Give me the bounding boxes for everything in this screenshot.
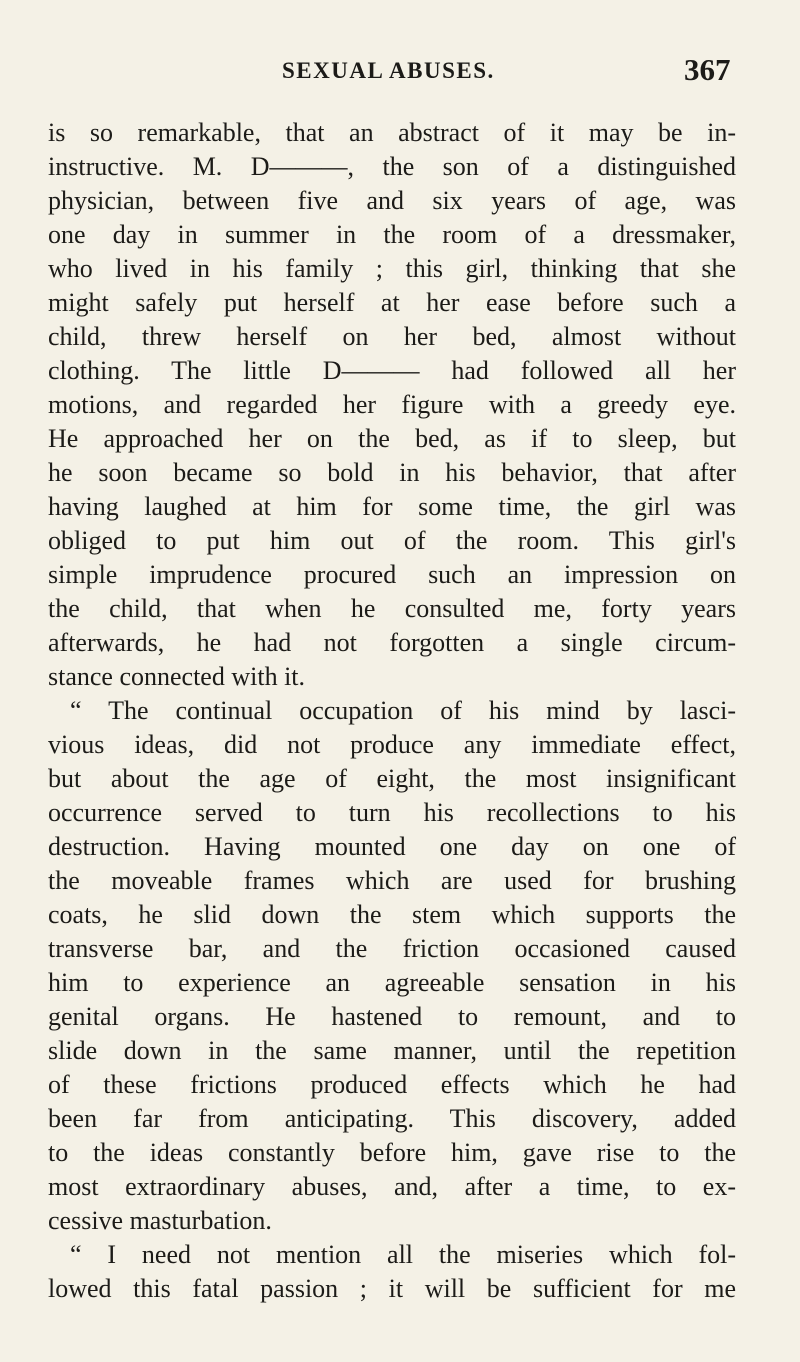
text-line: coats, he slid down the stem which supports the	[48, 900, 736, 929]
text-line: child, threw herself on her bed, almost without	[48, 322, 736, 351]
text-line: “ I need not mention all the miseries which fol-	[70, 1240, 736, 1269]
text-line: the child, that when he consulted me, forty years	[48, 594, 736, 623]
text-line: but about the age of eight, the most insignificant	[48, 764, 736, 793]
running-head: SEXUAL ABUSES.	[282, 58, 495, 83]
text-line: stance connected with it.	[48, 662, 306, 691]
text-line: genital organs. He hastened to remount, and to	[48, 1002, 736, 1031]
text-line: who lived in his family ; this girl, thinking that she	[48, 254, 736, 283]
text-line: destruction. Having mounted one day on one of	[48, 832, 736, 861]
text-line: having laughed at him for some time, the girl was	[48, 492, 736, 521]
text-line: might safely put herself at her ease before such a	[48, 288, 736, 317]
text-line: of these frictions produced effects which he had	[48, 1070, 736, 1099]
page-number: 367	[684, 52, 731, 87]
text-line: occurrence served to turn his recollections to his	[48, 798, 736, 827]
text-line: “ The continual occupation of his mind by lasci-	[70, 696, 736, 725]
text-line: he soon became so bold in his behavior, that after	[48, 458, 736, 487]
text-line: most extraordinary abuses, and, after a time, to ex-	[48, 1172, 736, 1201]
text-line: is so remarkable, that an abstract of it may be in-	[48, 118, 736, 147]
text-line: him to experience an agreeable sensation in his	[48, 968, 736, 997]
text-line: to the ideas constantly before him, gave rise to the	[48, 1138, 736, 1167]
text-line: transverse bar, and the friction occasioned caused	[48, 934, 736, 963]
text-line: obliged to put him out of the room. This girl's	[48, 526, 736, 555]
text-line: vious ideas, did not produce any immediate effect,	[48, 730, 736, 759]
text-line: cessive masturbation.	[48, 1206, 272, 1235]
text-line: instructive. M. D———, the son of a distinguished	[48, 152, 736, 181]
text-line: the moveable frames which are used for brushing	[48, 866, 736, 895]
text-line: one day in summer in the room of a dressmaker,	[48, 220, 736, 249]
text-line: He approached her on the bed, as if to sleep, but	[48, 424, 736, 453]
text-line: simple imprudence procured such an impression on	[48, 560, 736, 589]
text-line: afterwards, he had not forgotten a single circum-	[48, 628, 736, 657]
text-line: been far from anticipating. This discovery, added	[48, 1104, 736, 1133]
text-line: slide down in the same manner, until the repetition	[48, 1036, 736, 1065]
text-line: lowed this fatal passion ; it will be sufficient for me	[48, 1274, 736, 1303]
text-line: motions, and regarded her figure with a greedy eye.	[48, 390, 736, 419]
text-line: physician, between five and six years of age, was	[48, 186, 736, 215]
text-line: clothing. The little D——— had followed all her	[48, 356, 736, 385]
